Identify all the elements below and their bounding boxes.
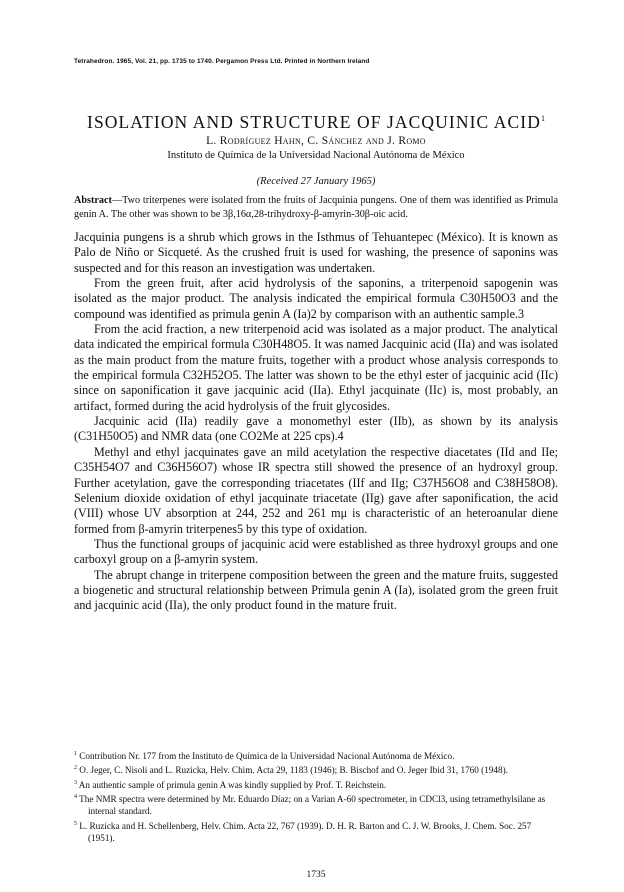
paragraph-3: From the acid fraction, a new triterpenoid acid was isolated as a major product. The analytical data indicated the empirical formula C30H48O5. It was named Jacquinic acid (IIa) and was isolated as the main product from the mature fruits, together with a product whose analysis corresponds to the empirical formula C32H52O5. The latter was shown to be the ethyl ester of jacquinic acid (IIc) since on saponification it gave jacquinic acid (IIa). Ethyl jacquinate (IIc) is, most probably, an artifact, formed during the acid hydrolysis of the fruit glycosides. [74,322,558,413]
page-number: 1735 [306,870,326,880]
authors: L. Rodríguez Hahn, C. Sánchez and J. Romo [206,135,426,147]
footnote [74,748,558,762]
body-text [74,230,558,614]
received-date: (Received 27 January 1965) [256,176,376,187]
footnote-number: 2 [74,765,77,772]
footnote [74,777,558,791]
abstract-text: —Two triterpenes were isolated from the fruits of Jacquinia pungens. One of them was identified as Primula genin A. The other was shown to be 3β,16α,28-trihydroxy-β-amyrin-30β-oic acid. [74,195,558,220]
footnote [74,791,558,818]
footnote-number: 4 [74,794,77,801]
footnote-text: Contribution Nr. 177 from the Instituto de Química de la Universidad Nacional Autónoma de México. [79,751,455,762]
footnote-text: An authentic sample of primula genin A was kindly supplied by Prof. T. Reichstein. [78,779,387,790]
footnote-number: 3 [74,779,77,786]
footnote [74,762,558,776]
article-title [74,112,558,133]
footnote-text: L. Ruzicka and H. Schellenberg, Helv. Chim. Acta 22, 767 (1939). D. H. R. Barton and C. J. W. Brooks, J. Chem. Soc. 257 (1951). [79,820,532,844]
footnote-number: 1 [74,751,77,757]
paragraph-4: Jacquinic acid (IIa) readily gave a monomethyl ester (IIb), as shown by its analysis (C31H50O5) and NMR data (one CO2Me at 225 cps).4 [74,414,558,444]
abstract [74,194,558,222]
footnote-text: O. Jeger, C. Nisoli and L. Ruzicka, Helv. Chim. Acta 29, 1183 (1946); B. Bischof and O. Jeger Ibid 31, 1760 (1948). [79,765,508,776]
abstract-label: Abstract [74,195,112,206]
footnote-number: 5 [74,820,77,827]
footnotes [74,748,558,844]
journal-header: Tetrahedron. 1965, Vol. 21, pp. 1735 to 1740. Pergamon Press Ltd. Printed in Northern Ireland [74,58,370,65]
footnote [74,818,558,845]
paragraph-2: From the green fruit, after acid hydrolysis of the saponins, a triterpenoid sapogenin was isolated as the major product. The analysis indicated the empirical formula C30H50O3 and the compound was identified as primula genin A (Ia)2 by comparison with an authentic sample.3 [74,276,558,321]
paragraph-7: The abrupt change in triterpene composition between the green and the mature fruits, suggested a biogenetic and structural relationship between Primula genin A (Ia), isolated grom the green fruit and jacquinic acid (IIa), the only product found in the mature fruit. [74,567,558,613]
paragraph-1: Jacquinia pungens is a shrub which grows in the Isthmus of Tehuantepec (México). It is known as Palo de Niño or Sicqueté. As the crushed fruit is used for washing, the presence of saponins was suspected and for this reason an investigation was undertaken. [74,230,558,275]
institution: Instituto de Química de la Universidad Nacional Autónoma de México [167,150,465,161]
title-footnote-ref[interactable]: 1 [540,114,545,124]
footnote-text: The NMR spectra were determined by Mr. Eduardo Díaz; on a Varian A-60 spectrometer, in CDCl3, using tetramethylsilane as internal standard. [79,794,546,817]
paragraph-6: Thus the functional groups of jacquinic acid were established as three hydroxyl groups and one carboxyl group on a β-amyrin system. [74,536,558,567]
title-text: ISOLATION AND STRUCTURE OF JACQUINIC ACID [87,112,541,132]
paragraph-5: Methyl and ethyl jacquinates gave an mild acetylation the respective diacetates (IId and IIe; C35H54O7 and C36H56O7) whose IR spectra still showed the presence of an hydroxyl group. Further acetylation, gave the corresponding triacetates (IIf and IIg; C37H56O8 and C38H58O8). Selenium dioxide oxidation of ethyl jacquinate triacetate (IIg) gave after saponification, the acid (VIII) whose UV absorption at 244, 252 and 261 mμ is characteristic of an heteroanular diene formed from β-amyrin triterpenes5 by this type of oxidation. [74,444,558,536]
